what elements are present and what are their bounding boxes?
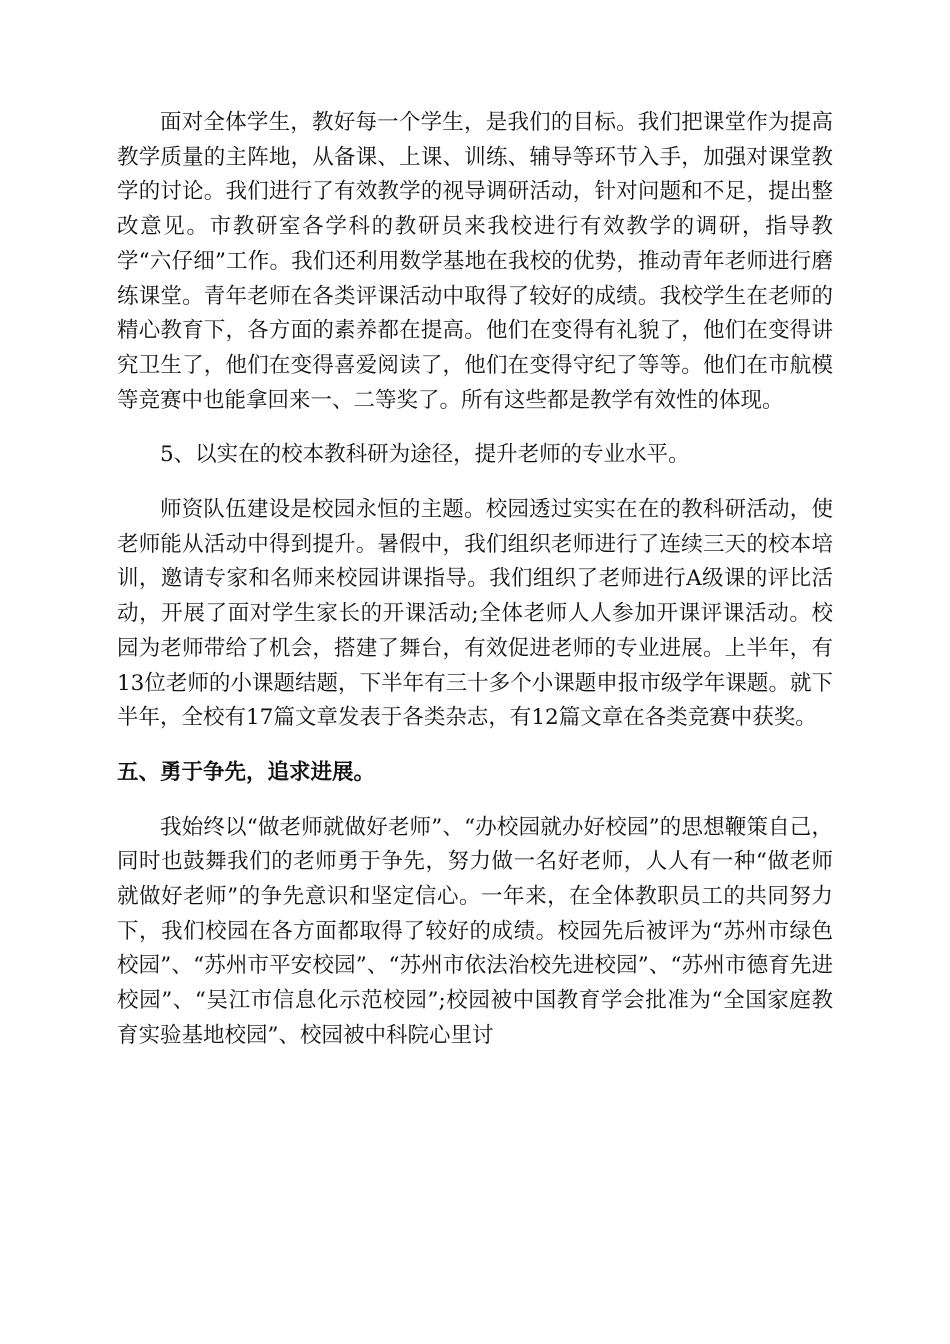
- paragraph-teacher-development: 师资队伍建设是校园永恒的主题。校园透过实实在在的教科研活动，使老师能从活动中得到提升。暑假中，我们组织老师进行了连续三天的校本培训，邀请专家和名师来校园讲课指导。我们组织了老师进行A级课的评比活动，开展了面对学生家长的开课活动;全体老师人人参加开课评课活动。校园为老师带给了机会，搭建了舞台，有效促进老师的专业进展。上半年，有13位老师的小课题结题，下半年有三十多个小课题申报市级学年课题。就下半年，全校有17篇文章发表于各类杂志，有12篇文章在各类竞赛中获奖。: [117, 497, 833, 731]
- paragraph-teaching-effectiveness: 面对全体学生，教好每一个学生，是我们的目标。我们把课堂作为提高教学质量的主阵地，从备课、上课、训练、辅导等环节入手，加强对课堂教学的讨论。我们进行了有效教学的视导调研活动，针对问题和不足，提出整改意见。市教研室各学科的教研员来我校进行有效教学的调研，指导教学“六仔细”工作。我们还利用数学基地在我校的优势，推动青年老师进行磨练课堂。青年老师在各类评课活动中取得了较好的成绩。我校学生在老师的精心教育下，各方面的素养都在提高。他们在变得有礼貌了，他们在变得讲究卫生了，他们在变得喜爱阅读了，他们在变得守纪了等等。他们在市航模等竞赛中也能拿回来一、二等奖了。所有这些都是教学有效性的体现。: [117, 110, 833, 413]
- paragraph-striving-for-progress: 我始终以“做老师就做好老师”、“办校园就办好校园”的思想鞭策自己，同时也鼓舞我们的老师勇于争先，努力做一名好老师，人人有一种“做老师就做好老师”的争先意识和坚定信心。一年来，在全体教职员工的共同努力下，我们校园在各方面都取得了较好的成绩。校园先后被评为“苏州市绿色校园”、“苏州市平安校园”、“苏州市依法治校先进校园”、“苏州市德育先进校园”、“吴江市信息化示范校园”;校园被中国教育学会批准为“全国家庭教育实验基地校园”、校园被中科院心里讨: [117, 814, 833, 1048]
- paragraph-section-5-title: 5、以实在的校本教科研为途径，提升老师的专业水平。: [160, 442, 690, 468]
- document-page: [117, 106, 833, 1054]
- section-heading-5: 五、勇于争先，追求进展。: [117, 759, 376, 785]
